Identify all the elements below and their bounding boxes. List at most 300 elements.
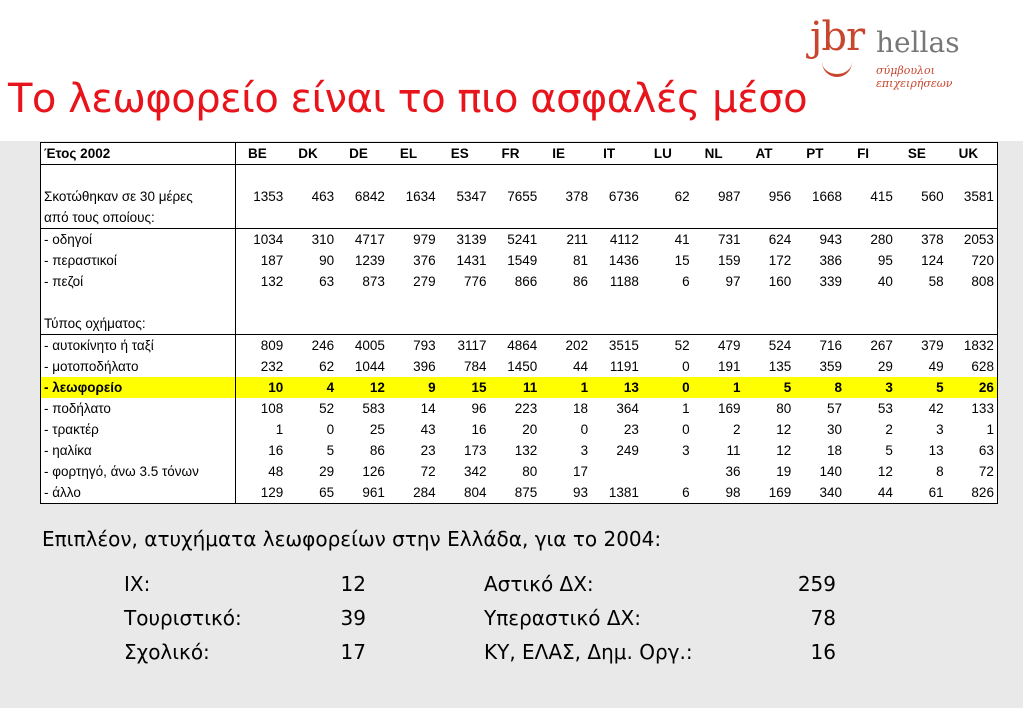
header-country: PT bbox=[794, 143, 845, 165]
table-cell: 9 bbox=[388, 377, 439, 398]
table-cell bbox=[896, 165, 947, 187]
table-cell bbox=[337, 313, 388, 335]
table-cell bbox=[286, 292, 337, 313]
table-row bbox=[41, 377, 998, 398]
table-cell: 340 bbox=[819, 485, 843, 500]
header-country: LU bbox=[642, 143, 693, 165]
table-cell: 53 bbox=[877, 401, 893, 416]
row-label: Τύπος οχήματος: bbox=[41, 313, 236, 335]
table-cell bbox=[794, 165, 845, 187]
table-cell: 172 bbox=[768, 253, 792, 268]
table-cell: 29 bbox=[319, 464, 335, 479]
table-cell bbox=[591, 313, 642, 335]
table-cell: 2 bbox=[885, 422, 893, 437]
stat-value: 17 bbox=[340, 640, 366, 664]
table-cell: 95 bbox=[877, 253, 893, 268]
table-row bbox=[41, 165, 998, 187]
table-cell: 43 bbox=[420, 422, 436, 437]
table-cell: 339 bbox=[819, 274, 843, 289]
row-label: - αυτοκίνητο ή ταξί bbox=[41, 335, 236, 357]
table-cell: 809 bbox=[236, 335, 287, 357]
table-cell: 1431 bbox=[456, 253, 487, 268]
table-row bbox=[41, 482, 998, 504]
table-cell: 72 bbox=[978, 464, 994, 479]
header-country: FR bbox=[489, 143, 540, 165]
table-cell: 124 bbox=[921, 253, 944, 268]
header-country: SE bbox=[896, 143, 947, 165]
table-cell bbox=[286, 207, 337, 229]
table-cell: 364 bbox=[616, 401, 639, 416]
table-cell: 3117 bbox=[439, 335, 490, 357]
row-label: - ηαλίκα bbox=[41, 440, 236, 461]
table-row bbox=[41, 250, 998, 271]
table-cell: 4864 bbox=[489, 335, 540, 357]
note-text: Επιπλέον, ατυχήματα λεωφορείων στην Ελλάδα, για το 2004: bbox=[42, 527, 662, 551]
table-cell: 873 bbox=[362, 274, 385, 289]
table-cell bbox=[388, 313, 439, 335]
row-label: από τους οποίους: bbox=[41, 207, 236, 229]
table-cell: 376 bbox=[413, 253, 436, 268]
table-row bbox=[41, 335, 998, 357]
table-cell bbox=[236, 292, 287, 313]
table-cell: 65 bbox=[319, 485, 335, 500]
table-cell bbox=[845, 165, 896, 187]
table-cell: 3515 bbox=[591, 335, 642, 357]
table-cell bbox=[947, 313, 998, 335]
table-cell: 961 bbox=[362, 485, 385, 500]
table-cell: 4717 bbox=[337, 229, 388, 251]
table-cell: 826 bbox=[971, 485, 994, 500]
table-cell: 716 bbox=[794, 335, 845, 357]
logo-mark: jbr bbox=[810, 14, 865, 60]
table-cell: 11 bbox=[489, 377, 540, 398]
row-label: - τρακτέρ bbox=[41, 419, 236, 440]
table-cell: 524 bbox=[743, 335, 794, 357]
header-country: BE bbox=[236, 143, 287, 165]
table-cell bbox=[642, 292, 693, 313]
table-cell: 23 bbox=[623, 422, 639, 437]
table-cell: 0 bbox=[682, 359, 690, 374]
table-cell: 96 bbox=[471, 401, 487, 416]
table-cell: 80 bbox=[522, 464, 538, 479]
table-cell bbox=[388, 165, 439, 187]
table-cell bbox=[489, 292, 540, 313]
table-cell: 98 bbox=[725, 485, 741, 500]
table-cell bbox=[286, 313, 337, 335]
table-cell: 44 bbox=[573, 359, 589, 374]
table-cell bbox=[947, 165, 998, 187]
table-header-row bbox=[41, 143, 998, 165]
table-cell: 3 bbox=[580, 443, 589, 458]
table-cell: 3 bbox=[936, 422, 944, 437]
table-cell: 13 bbox=[591, 377, 642, 398]
table-cell: 583 bbox=[362, 401, 385, 416]
stat-label: Σχολικό: bbox=[124, 640, 210, 664]
table-cell: 36 bbox=[725, 464, 741, 479]
table-cell bbox=[286, 165, 337, 187]
table-cell: 1044 bbox=[354, 359, 385, 374]
stat-value: 259 bbox=[797, 572, 836, 596]
logo-smile-icon bbox=[822, 62, 852, 77]
header-country: DK bbox=[286, 143, 337, 165]
table-cell: 267 bbox=[845, 335, 896, 357]
table-cell bbox=[439, 165, 490, 187]
header-country: UK bbox=[947, 143, 998, 165]
table-cell: 0 bbox=[682, 422, 690, 437]
table-cell: 249 bbox=[616, 443, 639, 458]
stat-value: 12 bbox=[340, 572, 366, 596]
table-cell: 57 bbox=[827, 401, 843, 416]
table-cell: 5 bbox=[885, 443, 893, 458]
table-cell: 159 bbox=[717, 253, 741, 268]
table-row bbox=[41, 292, 998, 313]
table-cell: 8 bbox=[936, 464, 944, 479]
table-cell: 1191 bbox=[609, 359, 639, 374]
table-cell: 129 bbox=[260, 485, 284, 500]
table-cell: 246 bbox=[286, 335, 337, 357]
table-cell: 12 bbox=[337, 377, 388, 398]
header-country: DE bbox=[337, 143, 388, 165]
table-cell bbox=[693, 207, 744, 229]
table-cell: 956 bbox=[768, 189, 792, 204]
table-cell: 1381 bbox=[608, 485, 639, 500]
table-cell: 731 bbox=[693, 229, 744, 251]
table-cell: 11 bbox=[726, 443, 741, 458]
table-cell: 135 bbox=[768, 359, 792, 374]
table-cell: 169 bbox=[717, 401, 741, 416]
table-cell: 3 bbox=[845, 377, 896, 398]
table-cell: 80 bbox=[776, 401, 792, 416]
table-cell bbox=[439, 313, 490, 335]
table-cell: 5 bbox=[743, 377, 794, 398]
table-cell: 1634 bbox=[405, 189, 436, 204]
table-cell: 40 bbox=[877, 274, 893, 289]
table-cell bbox=[388, 207, 439, 229]
table-cell bbox=[947, 207, 998, 229]
table-cell: 6736 bbox=[608, 189, 639, 204]
table-cell bbox=[489, 313, 540, 335]
table-cell: 720 bbox=[971, 253, 994, 268]
table-cell: 943 bbox=[794, 229, 845, 251]
table-cell: 1034 bbox=[236, 229, 287, 251]
table-cell: 58 bbox=[928, 274, 944, 289]
table-cell: 1239 bbox=[354, 253, 385, 268]
slide-title: Το λεωφορείο είναι το πιο ασφαλές μέσο bbox=[8, 76, 808, 122]
table-cell: 18 bbox=[827, 443, 843, 458]
table-cell bbox=[439, 207, 490, 229]
table-cell: 93 bbox=[573, 485, 589, 500]
table-cell: 1 bbox=[275, 422, 284, 437]
table-cell: 232 bbox=[260, 359, 284, 374]
table-cell: 0 bbox=[642, 377, 693, 398]
table-cell: 44 bbox=[877, 485, 893, 500]
table-cell: 1668 bbox=[812, 189, 843, 204]
table-cell bbox=[540, 207, 591, 229]
table-row bbox=[41, 398, 998, 419]
table-cell: 5241 bbox=[489, 229, 540, 251]
table-cell: 26 bbox=[947, 377, 998, 398]
table-row bbox=[41, 419, 998, 440]
table-cell bbox=[489, 165, 540, 187]
table-cell bbox=[236, 207, 287, 229]
table-cell: 776 bbox=[463, 274, 487, 289]
table-cell: 5 bbox=[896, 377, 947, 398]
table-cell bbox=[337, 165, 388, 187]
table-cell: 342 bbox=[463, 464, 487, 479]
table-cell bbox=[591, 207, 642, 229]
table-cell: 81 bbox=[573, 253, 589, 268]
table-cell: 386 bbox=[819, 253, 843, 268]
table-cell bbox=[388, 292, 439, 313]
header-country: ES bbox=[439, 143, 490, 165]
table-cell bbox=[642, 461, 693, 482]
table-cell: 15 bbox=[439, 377, 490, 398]
table-cell: 62 bbox=[319, 359, 335, 374]
table-row bbox=[41, 461, 998, 482]
table-cell: 160 bbox=[768, 274, 792, 289]
table-cell bbox=[439, 292, 490, 313]
table-cell bbox=[693, 313, 744, 335]
header-year: Έτος 2002 bbox=[41, 143, 236, 165]
table-cell: 415 bbox=[870, 189, 893, 204]
table-cell: 30 bbox=[827, 422, 843, 437]
table-cell: 63 bbox=[319, 274, 335, 289]
table-cell: 62 bbox=[674, 189, 690, 204]
jbr-hellas-logo bbox=[810, 14, 1010, 90]
table-cell bbox=[845, 313, 896, 335]
table-cell: 284 bbox=[413, 485, 436, 500]
stat-label: Τουριστικό: bbox=[124, 606, 242, 630]
header-country: NL bbox=[693, 143, 744, 165]
header-country: AT bbox=[743, 143, 794, 165]
table-cell: 15 bbox=[674, 253, 690, 268]
header-country: IT bbox=[591, 143, 642, 165]
table-cell bbox=[236, 313, 287, 335]
stat-label: Αστικό ΔΧ: bbox=[484, 572, 594, 596]
table-cell: 3581 bbox=[963, 189, 994, 204]
table-cell bbox=[743, 165, 794, 187]
table-cell bbox=[236, 165, 287, 187]
table-cell bbox=[337, 292, 388, 313]
stat-label: ΚΥ, ΕΛΑΣ, Δημ. Οργ.: bbox=[484, 640, 693, 664]
table-row bbox=[41, 440, 998, 461]
row-label: - άλλο bbox=[41, 482, 236, 504]
table-cell bbox=[743, 313, 794, 335]
row-label: - πεζοί bbox=[41, 271, 236, 292]
table-cell bbox=[845, 207, 896, 229]
table-cell: 48 bbox=[268, 464, 284, 479]
table-cell: 97 bbox=[725, 274, 741, 289]
table-cell: 2053 bbox=[947, 229, 998, 251]
row-label: - ποδήλατο bbox=[41, 398, 236, 419]
table-cell: 72 bbox=[420, 464, 436, 479]
table-cell: 1549 bbox=[507, 253, 538, 268]
table-cell: 979 bbox=[388, 229, 439, 251]
table-cell: 6842 bbox=[354, 189, 385, 204]
table-cell: 4112 bbox=[591, 229, 642, 251]
table-cell bbox=[337, 207, 388, 229]
table-cell: 280 bbox=[845, 229, 896, 251]
table-cell: 133 bbox=[971, 401, 994, 416]
table-cell bbox=[642, 313, 693, 335]
table-row bbox=[41, 271, 998, 292]
table-cell: 14 bbox=[420, 401, 436, 416]
table-cell: 16 bbox=[268, 443, 284, 458]
table-cell: 25 bbox=[369, 422, 385, 437]
table-cell: 42 bbox=[928, 401, 944, 416]
table-cell: 6 bbox=[682, 485, 690, 500]
table-cell: 4 bbox=[286, 377, 337, 398]
table-cell: 5347 bbox=[456, 189, 487, 204]
table-cell: 1 bbox=[986, 422, 994, 437]
table-cell bbox=[896, 292, 947, 313]
table-cell: 3 bbox=[682, 443, 690, 458]
row-label: - οδηγοί bbox=[41, 229, 236, 251]
table-cell bbox=[845, 292, 896, 313]
row-label bbox=[41, 165, 236, 187]
table-cell: 279 bbox=[413, 274, 436, 289]
table-cell: 1 bbox=[540, 377, 591, 398]
table-row bbox=[41, 313, 998, 335]
table-cell bbox=[540, 313, 591, 335]
row-label: - περαστικοί bbox=[41, 250, 236, 271]
table-cell: 23 bbox=[420, 443, 436, 458]
table-cell: 90 bbox=[319, 253, 335, 268]
table-cell: 49 bbox=[928, 359, 944, 374]
table-cell: 624 bbox=[743, 229, 794, 251]
table-cell bbox=[693, 292, 744, 313]
table-cell: 2 bbox=[732, 422, 741, 437]
table-cell: 12 bbox=[776, 443, 792, 458]
table-cell: 310 bbox=[286, 229, 337, 251]
table-cell: 41 bbox=[642, 229, 693, 251]
table-cell: 18 bbox=[573, 401, 589, 416]
table-cell: 191 bbox=[717, 359, 741, 374]
table-cell bbox=[743, 207, 794, 229]
table-cell: 169 bbox=[768, 485, 792, 500]
table-cell bbox=[743, 292, 794, 313]
table-cell: 1353 bbox=[253, 189, 284, 204]
table-cell bbox=[896, 313, 947, 335]
table-cell bbox=[591, 461, 642, 482]
table-cell: 1 bbox=[693, 377, 744, 398]
stat-label: ΙΧ: bbox=[124, 572, 151, 596]
header-country: EL bbox=[388, 143, 439, 165]
table-cell: 86 bbox=[369, 443, 385, 458]
table-cell: 784 bbox=[463, 359, 487, 374]
stat-value: 78 bbox=[810, 606, 836, 630]
table-cell: 0 bbox=[580, 422, 589, 437]
table-cell: 987 bbox=[717, 189, 741, 204]
table-cell: 63 bbox=[978, 443, 994, 458]
table-cell: 108 bbox=[260, 401, 284, 416]
table-cell: 17 bbox=[573, 464, 589, 479]
table-cell: 7655 bbox=[507, 189, 538, 204]
logo-word: hellas bbox=[876, 26, 960, 59]
row-label: - φορτηγό, άνω 3.5 τόνων bbox=[41, 461, 236, 482]
table-cell bbox=[642, 207, 693, 229]
row-label: - μοτοποδήλατο bbox=[41, 356, 236, 377]
table-cell: 4005 bbox=[337, 335, 388, 357]
table-cell: 359 bbox=[819, 359, 843, 374]
table-cell: 804 bbox=[463, 485, 487, 500]
table-cell: 1436 bbox=[608, 253, 639, 268]
table-cell: 52 bbox=[319, 401, 335, 416]
table-cell: 0 bbox=[326, 422, 335, 437]
table-cell: 19 bbox=[776, 464, 792, 479]
table-cell bbox=[947, 292, 998, 313]
row-label bbox=[41, 292, 236, 313]
table-cell: 808 bbox=[971, 274, 994, 289]
table-cell: 187 bbox=[260, 253, 284, 268]
table-cell: 1832 bbox=[947, 335, 998, 357]
table-cell: 132 bbox=[260, 274, 284, 289]
table-cell: 223 bbox=[514, 401, 538, 416]
table-cell: 378 bbox=[896, 229, 947, 251]
table-cell: 560 bbox=[921, 189, 944, 204]
table-cell: 126 bbox=[362, 464, 385, 479]
table-row bbox=[41, 207, 998, 229]
table-cell: 61 bbox=[928, 485, 944, 500]
table-cell: 29 bbox=[877, 359, 893, 374]
table-cell: 793 bbox=[388, 335, 439, 357]
table-cell: 378 bbox=[565, 189, 589, 204]
table-cell: 16 bbox=[471, 422, 487, 437]
table-cell: 3139 bbox=[439, 229, 490, 251]
table-cell: 86 bbox=[573, 274, 589, 289]
table-cell: 5 bbox=[326, 443, 335, 458]
table-cell: 52 bbox=[642, 335, 693, 357]
table-row bbox=[41, 356, 998, 377]
table-cell: 202 bbox=[540, 335, 591, 357]
row-label: - λεωφορείο bbox=[41, 377, 236, 398]
table-cell: 140 bbox=[819, 464, 843, 479]
table-cell bbox=[693, 165, 744, 187]
table-cell: 12 bbox=[877, 464, 893, 479]
table-cell: 628 bbox=[971, 359, 994, 374]
table-cell: 1188 bbox=[609, 274, 639, 289]
table-cell bbox=[540, 165, 591, 187]
table-cell: 866 bbox=[514, 274, 538, 289]
table-cell bbox=[591, 292, 642, 313]
header-country: FI bbox=[845, 143, 896, 165]
stat-label: Υπεραστικό ΔΧ: bbox=[484, 606, 641, 630]
stat-value: 16 bbox=[810, 640, 836, 664]
table-cell: 173 bbox=[463, 443, 487, 458]
table-cell bbox=[794, 207, 845, 229]
table-cell: 379 bbox=[896, 335, 947, 357]
table-cell bbox=[540, 292, 591, 313]
table-cell: 875 bbox=[514, 485, 538, 500]
row-label: Σκοτώθηκαν σε 30 μέρες bbox=[41, 186, 236, 207]
table-cell: 13 bbox=[928, 443, 944, 458]
table-cell: 1 bbox=[682, 401, 690, 416]
table-cell bbox=[642, 165, 693, 187]
table-cell: 6 bbox=[682, 274, 690, 289]
fatalities-table bbox=[40, 142, 998, 504]
table-cell: 1450 bbox=[507, 359, 538, 374]
table-cell bbox=[794, 313, 845, 335]
table-row bbox=[41, 229, 998, 251]
stat-value: 39 bbox=[340, 606, 366, 630]
table-cell: 132 bbox=[514, 443, 538, 458]
table-cell: 396 bbox=[413, 359, 436, 374]
table-cell bbox=[896, 207, 947, 229]
table-cell: 211 bbox=[540, 229, 591, 251]
table-row bbox=[41, 186, 998, 207]
table-cell: 463 bbox=[311, 189, 335, 204]
table-cell bbox=[489, 207, 540, 229]
